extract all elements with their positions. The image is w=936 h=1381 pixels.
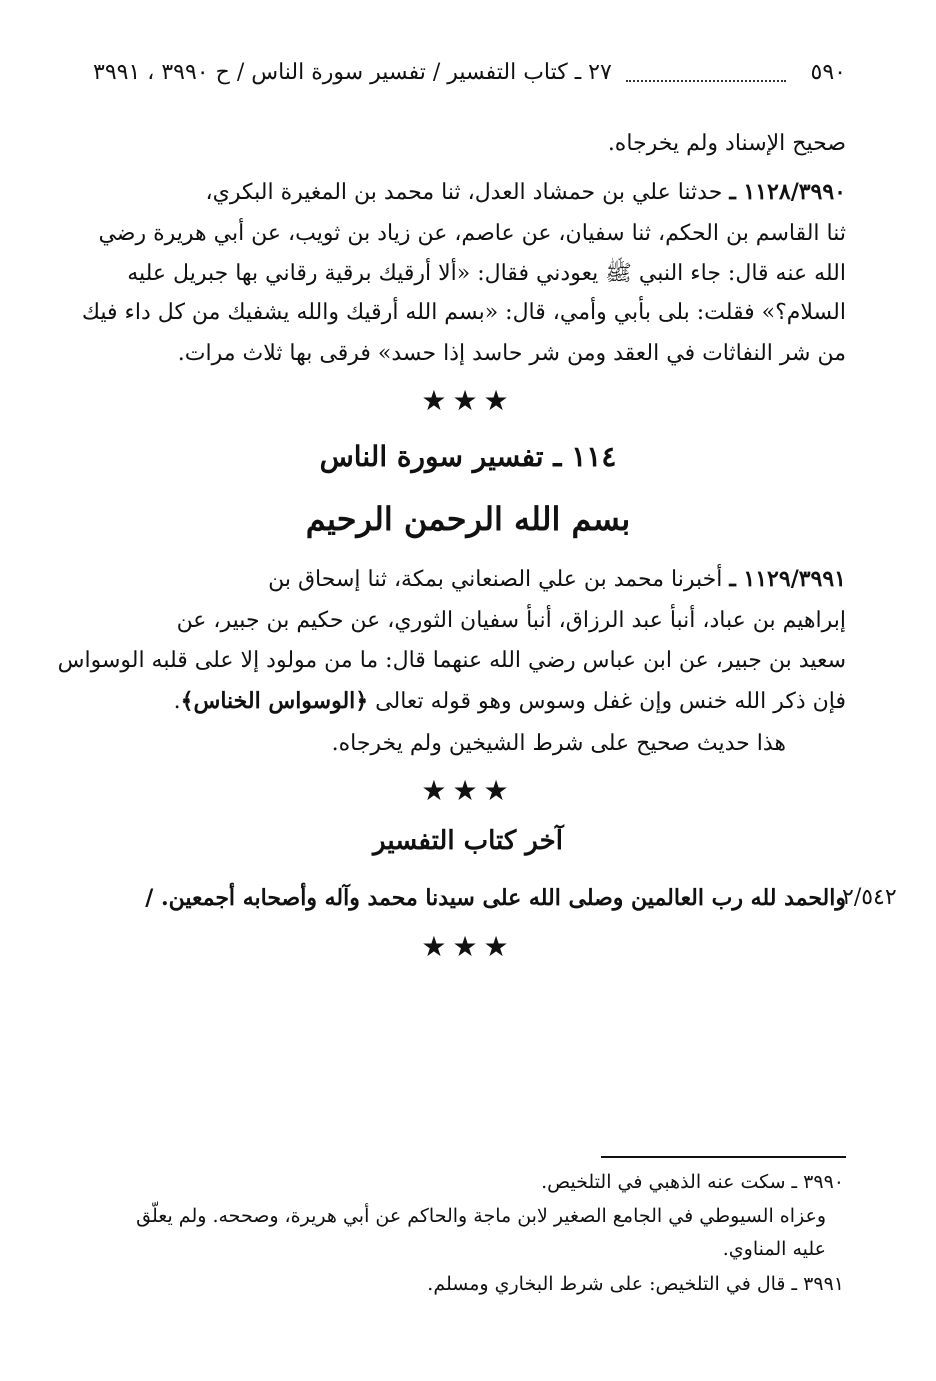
hadith-3991-line-4 [93, 683, 846, 720]
star-separator: ★★★ [421, 384, 515, 417]
hadith-3990-line-4: السلام؟» فقلت: بلى بأبي وأمي، قال: «بسم الله أرقيك والله يشفيك من كل داء فيك [81, 300, 846, 325]
header-title: ٢٧ ـ كتاب التفسير / تفسير سورة الناس / ح ٣٩٩٠ ، ٣٩٩١ [93, 60, 612, 85]
quran-phrase: ﴿الوسواس الخناس﴾ [180, 688, 369, 714]
hadith-3991-line-2: إبراهيم بن عباد، أنبأ عبد الرزاق، أنبأ سفيان الثوري، عن حكيم بن جبير، عن [176, 608, 846, 633]
hadith-text: أخبرنا محمد بن علي الصنعاني بمكة، ثنا إسحاق بن [268, 567, 723, 592]
hadith-text: فإن ذكر الله خنس وإن غفل وسوس وهو قوله تعالى [368, 689, 846, 714]
header-dot-leader [626, 58, 786, 82]
hadith-3991-line-3: سعيد بن جبير، عن ابن عباس رضي الله عنهما قال: ما من مولود إلا على قلبه الوسواس [57, 648, 846, 673]
hadith-3990-line-2: ثنا القاسم بن الحكم، ثنا سفيان، عن عاصم، عن زياد بن ثويب، عن أبي هريرة رضي [98, 221, 846, 246]
hadith-3990-line-3: الله عنه قال: جاء النبي ﷺ يعودني فقال: «ألا أرقيك برقية رقاني بها جبريل عليه [127, 261, 846, 286]
footnote-rule [601, 1156, 846, 1158]
hadith-grading: هذا حديث صحيح على شرط الشيخين ولم يخرجاه. [331, 731, 786, 756]
basmala: بسم الله الرحمن الرحيم [305, 500, 631, 538]
sentence-end: . [173, 689, 181, 714]
star-separator: ★★★ [421, 774, 515, 807]
hadith-3990-line-1 [93, 174, 846, 211]
hadith-3990-line-5: من شر النفاثات في العقد ومن شر حاسد إذا حسد» فرقى بها ثلاث مرات. [177, 341, 846, 366]
running-header [93, 58, 846, 98]
footnote-3990: ٣٩٩٠ ـ سكت عنه الذهبي في التلخيص. [541, 1171, 844, 1193]
footnote-3990-text-cont: عليه المناوي. [722, 1238, 826, 1260]
end-of-book-heading: آخر كتاب التفسير [373, 826, 563, 856]
hadith-number: ١١٢٩/٣٩٩١ ـ [729, 566, 846, 592]
margin-reference: ٢/٥٤٢ [842, 885, 897, 910]
page-number: ٥٩٠ [810, 60, 846, 85]
surah-heading: ١١٤ ـ تفسير سورة الناس [319, 440, 617, 473]
footnote-3991: ٣٩٩١ ـ قال في التلخيص: على شرط البخاري ومسلم. [427, 1273, 844, 1295]
closing-line: والحمد لله رب العالمين وصلى الله على سيدنا محمد وآله وأصحابه أجمعين. / [145, 885, 846, 911]
hadith-3991-line-1 [93, 561, 846, 598]
star-separator: ★★★ [421, 930, 515, 963]
hadith-number: ١١٢٨/٣٩٩٠ ـ [729, 179, 846, 205]
footnote-3990-text: وعزاه السيوطي في الجامع الصغير لابن ماجة والحاكم عن أبي هريرة، وصححه. ولم يعلّق [136, 1205, 826, 1227]
paragraph-line: صحيح الإسناد ولم يخرجاه. [607, 131, 846, 156]
hadith-text: حدثنا علي بن حمشاد العدل، ثنا محمد بن المغيرة البكري، [205, 180, 723, 205]
